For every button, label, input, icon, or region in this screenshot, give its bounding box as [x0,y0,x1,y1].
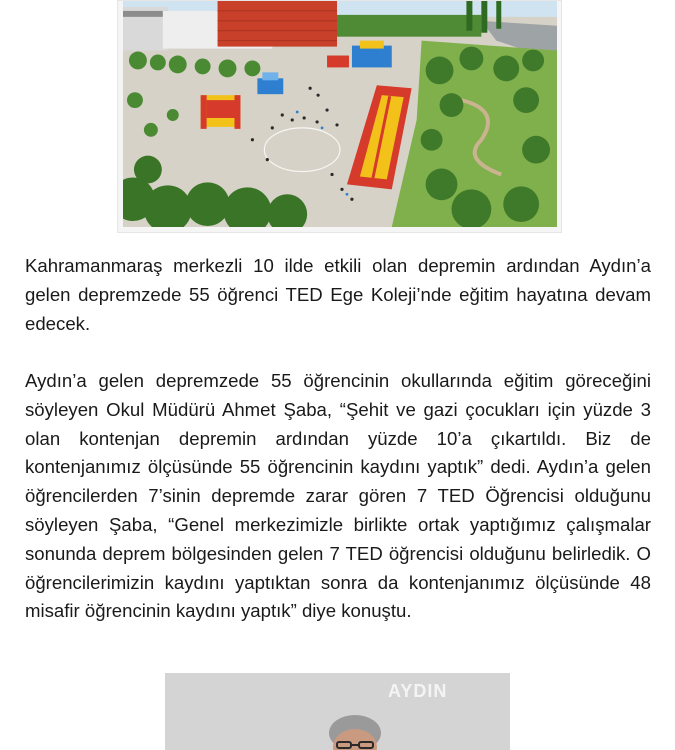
backdrop-text: AYDIN [388,681,448,701]
article-paragraph-intro: Kahramanmaraş merkezli 10 ilde etkili olan depremin ardından Aydın’a gelen depremzede 55 öğrenci TED Ege Koleji’nde eğitim hayatına devam edecek. [25,255,651,334]
school-courtyard-photo [123,1,557,227]
top-photo-frame [117,0,562,233]
article-paragraph-quote: Aydın’a gelen depremzede 55 öğrencinin okullarında eğitim göreceğini söyleyen Okul Müdürü Ahmet Şaba, “Şehit ve gazi çocukları için yüzde 3 olan kontenjan depremin ardından yüzde 10’a çıkartıldı. Biz de kontenjanımız ölçüsünde 55 öğrencinin kaydını yaptık” dedi. Aydın’a gelen öğrencilerden 7’sinin depremde zarar gören 7 TED Öğrencisi olduğunu söyleyen Şaba, “Genel merkezimizle birlikte ortak yaptığımız çalışmalar sonunda deprem bölgesinden gelen 7 TED öğrencisi olduğunu belirledik. O öğrencilerimizin kaydını yaptıktan sonra da kontenjanımız ölçüsünde 48 misafir öğrencinin kaydını yaptık” diye konuştu. [25,370,651,622]
principal-portrait-photo [165,673,510,750]
bottom-photo-frame [165,673,510,750]
